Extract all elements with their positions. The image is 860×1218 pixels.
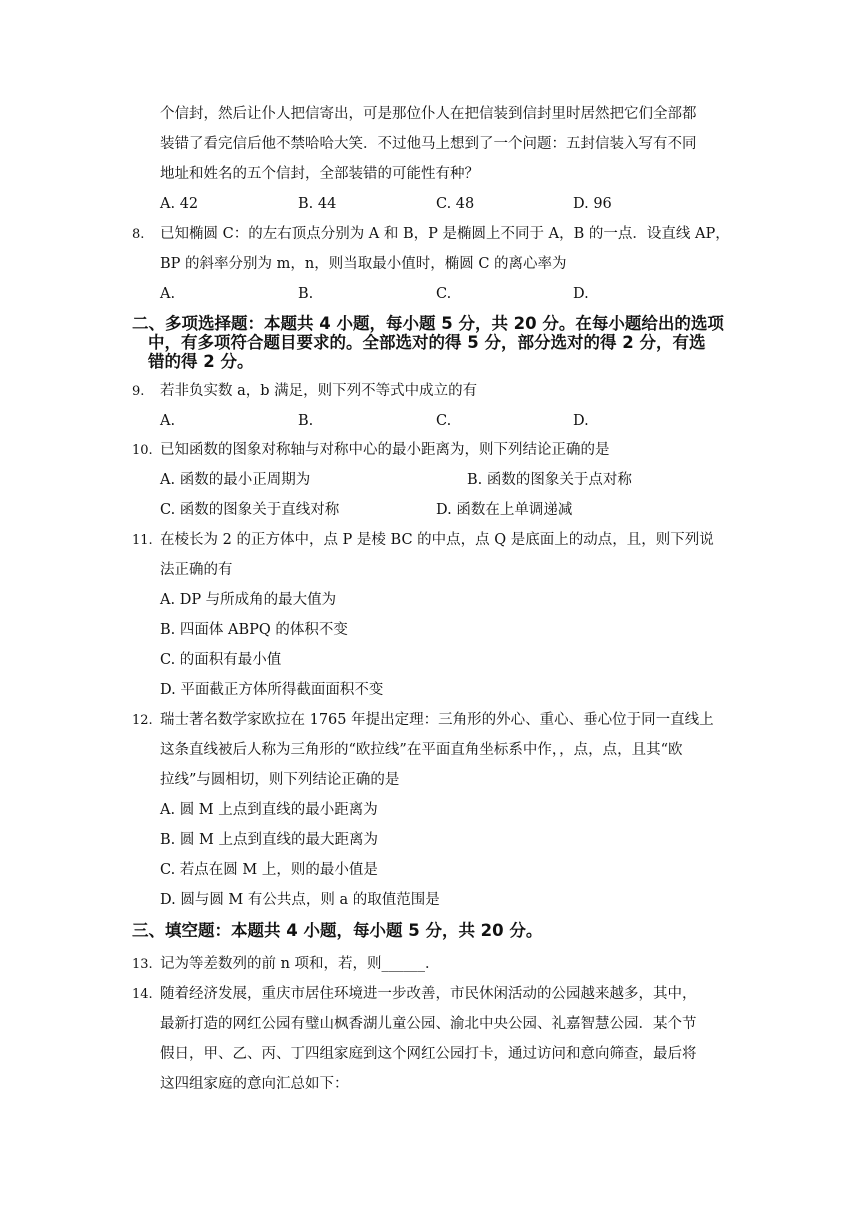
section-2-line-3: 错的得 2 分。 <box>148 352 254 371</box>
q10-number: 10. <box>132 443 153 458</box>
q8-line-1: 已知椭圆 C：的左右顶点分别为 A 和 B，P 是椭圆上不同于 A，B 的一点．设直线 AP， <box>160 226 730 242</box>
q7-line-2: 装错了看完信后他不禁哈哈大笑．不过他马上想到了一个问题：五封信装入写有不同 <box>160 136 697 152</box>
q8-number: 8. <box>132 227 145 242</box>
q12-option-b: B. 圆 M 上点到直线的最大距离为 <box>160 832 378 848</box>
section-2-line-2: 中，有多项符合题目要求的。全部选对的得 5 分，部分选对的得 2 分，有选 <box>148 333 706 352</box>
q7-option-a: A. 42 <box>160 196 199 212</box>
q7-line-3: 地址和姓名的五个信封，全部装错的可能性有种？ <box>160 166 479 182</box>
q8-line-2: BP 的斜率分别为 m，n，则当取最小值时，椭圆 C 的离心率为 <box>160 256 567 272</box>
q12-option-c: C. 若点在圆 M 上，则的最小值是 <box>160 862 378 878</box>
q9-option-d: D. <box>573 413 589 429</box>
q9-option-a: A. <box>160 413 176 429</box>
section-2-heading <box>132 314 732 371</box>
q7-option-b: B. 44 <box>298 196 337 212</box>
q11-number: 11. <box>132 533 153 548</box>
q7-line-1: 个信封，然后让仆人把信寄出，可是那位仆人在把信装到信封里时居然把它们全部都 <box>160 106 697 122</box>
q12-number: 12. <box>132 713 153 728</box>
q13-text: 记为等差数列的前 n 项和，若，则______． <box>160 956 440 972</box>
q8-option-d: D. <box>573 286 589 302</box>
q14-line-1: 随着经济发展，重庆市居住环境进一步改善，市民休闲活动的公园越来越多，其中， <box>160 986 697 1002</box>
q9-number: 9. <box>132 384 145 399</box>
q9-text: 若非负实数 a，b 满足，则下列不等式中成立的有 <box>160 383 478 399</box>
q11-option-b: B. 四面体 ABPQ 的体积不变 <box>160 622 348 638</box>
q10-option-d: D. 函数在上单调递减 <box>436 502 573 518</box>
q14-line-3: 假日，甲、乙、丙、丁四组家庭到这个网红公园打卡，通过访问和意向筛查，最后将 <box>160 1046 697 1062</box>
q7-option-d: D. 96 <box>573 196 612 212</box>
q10-option-a: A. 函数的最小正周期为 <box>160 472 311 488</box>
q8-option-a: A. <box>160 286 176 302</box>
q11-option-d: D. 平面截正方体所得截面面积不变 <box>160 682 384 698</box>
q12-line-1: 瑞士著名数学家欧拉在 1765 年提出定理：三角形的外心、重心、垂心位于同一直线上 <box>160 712 714 728</box>
q14-line-4: 这四组家庭的意向汇总如下： <box>160 1076 349 1092</box>
q14-line-2: 最新打造的网红公园有璧山枫香湖儿童公园、渝北中央公园、礼嘉智慧公园．某个节 <box>160 1016 697 1032</box>
q11-option-a: A. DP 与所成角的最大值为 <box>160 592 337 608</box>
q12-option-a: A. 圆 M 上点到直线的最小距离为 <box>160 802 378 818</box>
section-2-line-1: 二、多项选择题：本题共 4 小题，每小题 5 分，共 20 分。在每小题给出的选项 <box>132 314 724 333</box>
q8-option-c: C. <box>436 286 452 302</box>
q9-option-c: C. <box>436 413 452 429</box>
q7-option-c: C. 48 <box>436 196 475 212</box>
q12-line-3: 拉线”与圆相切，则下列结论正确的是 <box>160 772 400 788</box>
q8-option-b: B. <box>298 286 314 302</box>
q9-option-b: B. <box>298 413 314 429</box>
q13-number: 13. <box>132 957 153 972</box>
q11-option-c: C. 的面积有最小值 <box>160 652 282 668</box>
q11-line-1: 在棱长为 2 的正方体中，点 P 是棱 BC 的中点，点 Q 是底面上的动点，且，则下列说 <box>160 532 714 548</box>
q10-option-b: B. 函数的图象关于点对称 <box>467 472 632 488</box>
section-3-heading: 三、填空题：本题共 4 小题，每小题 5 分，共 20 分。 <box>132 921 543 940</box>
q12-option-d: D. 圆与圆 M 有公共点，则 a 的取值范围是 <box>160 892 440 908</box>
q10-option-c: C. 函数的图象关于直线对称 <box>160 502 340 518</box>
q14-number: 14. <box>132 987 153 1002</box>
q12-line-2: 这条直线被后人称为三角形的“欧拉线”在平面直角坐标系中作，，点，点，且其“欧 <box>160 742 683 758</box>
q11-line-2: 法正确的有 <box>160 562 233 578</box>
q10-text: 已知函数的图象对称轴与对称中心的最小距离为，则下列结论正确的是 <box>160 442 610 458</box>
